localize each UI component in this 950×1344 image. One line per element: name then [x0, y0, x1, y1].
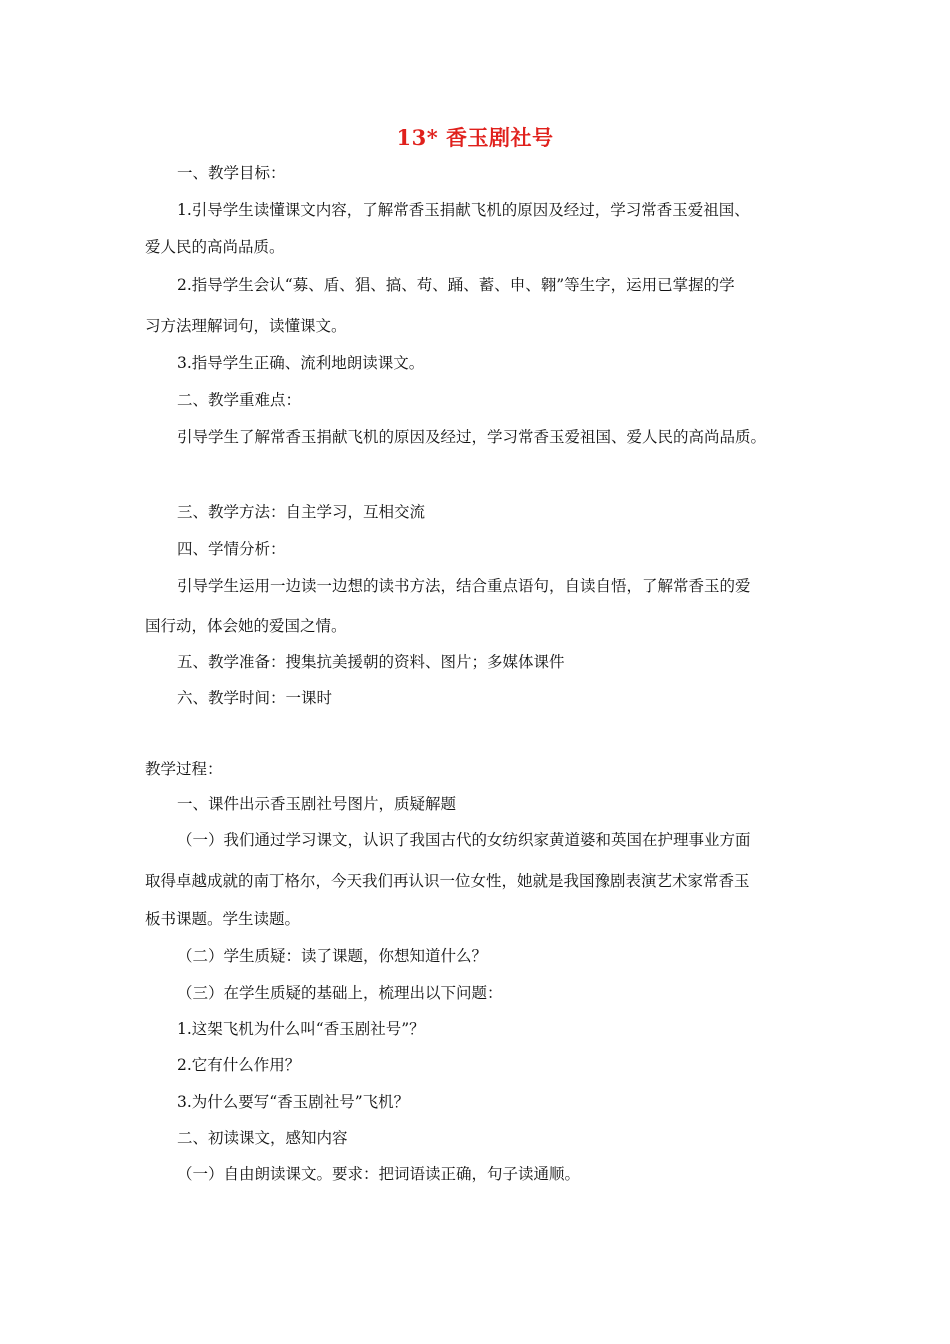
document-title: 13* 香玉剧社号 — [396, 125, 554, 150]
paragraph-line: 二、初读课文，感知内容 — [177, 1129, 348, 1147]
paragraph-line: 板书课题。学生读题。 — [145, 910, 301, 928]
section-heading-preparation: 五、教学准备：搜集抗美援朝的资料、图片；多媒体课件 — [177, 653, 565, 671]
paragraph-line: 引导学生了解常香玉捐献飞机的原因及经过，学习常香玉爱祖国、爱人民的高尚品质。 — [177, 428, 767, 446]
paragraph-line: 1.引导学生读懂课文内容，了解常香玉捐献飞机的原因及经过，学习常香玉爱祖国、 — [177, 201, 750, 219]
list-item: 1.这架飞机为什么叫“香玉剧社号”？ — [177, 1020, 425, 1038]
paragraph-line: 国行动，体会她的爱国之情。 — [145, 617, 347, 635]
paragraph-line: 引导学生运用一边读一边想的读书方法，结合重点语句，自读自悟，了解常香玉的爱 — [177, 577, 751, 595]
paragraph-line: （一）自由朗读课文。要求：把词语读正确，句子读通顺。 — [177, 1165, 581, 1183]
paragraph-line: 3.指导学生正确、流利地朗读课文。 — [177, 354, 425, 372]
section-heading-process: 教学过程： — [145, 760, 223, 778]
paragraph-line: 取得卓越成就的南丁格尔，今天我们再认识一位女性，她就是我国豫剧表演艺术家常香玉 — [145, 872, 750, 890]
section-heading-methods: 三、教学方法：自主学习，互相交流 — [177, 503, 426, 521]
paragraph-line: （二）学生质疑：读了课题，你想知道什么？ — [177, 947, 488, 965]
paragraph-line: 一、课件出示香玉剧社号图片，质疑解题 — [177, 795, 457, 813]
paragraph-line: 习方法理解词句，读懂课文。 — [145, 317, 347, 335]
list-item: 3.为什么要写“香玉剧社号”飞机？ — [177, 1093, 410, 1111]
section-heading-analysis: 四、学情分析： — [177, 540, 286, 558]
paragraph-line: （一）我们通过学习课文，认识了我国古代的女纺织家黄道婆和英国在护理事业方面 — [177, 831, 751, 849]
paragraph-line: 2.指导学生会认“募、盾、猖、搞、苟、踊、蓄、申、翱”等生字，运用已掌握的学 — [177, 276, 735, 294]
section-heading-key-points: 二、教学重难点： — [177, 391, 302, 409]
list-item: 2.它有什么作用？ — [177, 1056, 301, 1074]
section-heading-time: 六、教学时间：一课时 — [177, 689, 333, 707]
paragraph-line: 爱人民的高尚品质。 — [145, 238, 285, 256]
paragraph-line: （三）在学生质疑的基础上，梳理出以下问题： — [177, 984, 503, 1002]
section-heading-objectives: 一、教学目标： — [177, 164, 286, 182]
